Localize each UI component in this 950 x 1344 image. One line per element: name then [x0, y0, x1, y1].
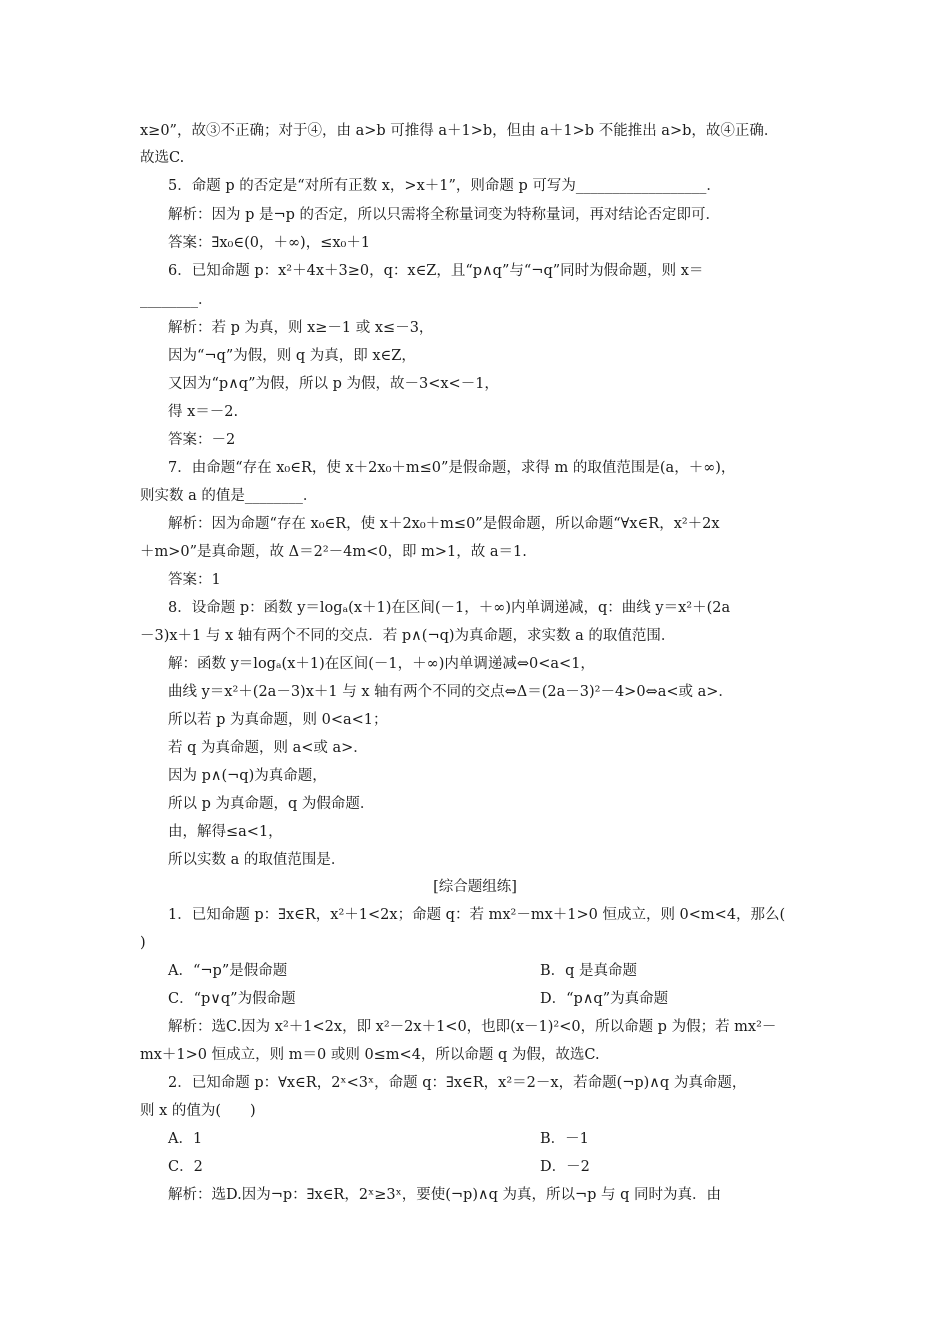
question-8: 8．设命题 p：函数 y＝logₐ(x＋1)在区间(－1，＋∞)内单调递减，q：曲线 y＝x²＋(2a — [168, 600, 731, 616]
text-line: －3)x＋1 与 x 轴有两个不同的交点．若 p∧(¬q)为真命题，求实数 a 的取值范围． — [140, 628, 676, 644]
text-line: 解：函数 y＝logₐ(x＋1)在区间(－1，＋∞)内单调递减⇔0<a<1， — [168, 656, 595, 672]
question-6: 6．已知命题 p：x²＋4x＋3≥0，q：x∈Z，且“p∧q”与“¬q”同时为假命题，则 x＝ — [168, 263, 704, 279]
option-a: A．1 — [168, 1131, 203, 1147]
text-line: ＋m>0”是真命题，故 Δ＝2²－4m<0，即 m>1，故 a＝1. — [140, 544, 527, 560]
text-line: 所以若 p 为真命题，则 0<a<1； — [168, 712, 388, 728]
option-b: B．q 是真命题 — [540, 963, 638, 979]
text-line: 所以实数 a 的取值范围是． — [168, 852, 346, 868]
text-line: 因为 p∧(¬q)为真命题， — [168, 768, 327, 784]
option-a: A．“¬p”是假命题 — [168, 963, 288, 979]
text-line: 解析：若 p 为真，则 x≥－1 或 x≤－3， — [168, 320, 434, 336]
text-line: 解析：选D.因为¬p：∃x∈R，2ˣ≥3ˣ，要使(¬p)∧q 为真，所以¬p 与 q 同时为真．由 — [168, 1187, 722, 1203]
text-line: 则实数 a 的值是________． — [140, 488, 318, 504]
text-line: ) — [140, 935, 146, 951]
text-line: ________． — [140, 292, 213, 308]
text-line: 又因为“p∧q”为假，所以 p 为假，故－3<x<－1， — [168, 376, 499, 392]
text-line: 解析：因为命题“存在 x₀∈R，使 x＋2x₀＋m≤0”是假命题，所以命题“∀x∈R，x²＋2x — [168, 516, 720, 532]
option-c: C．2 — [168, 1159, 203, 1175]
answer-line: 答案：∃x₀∈(0，＋∞)，≤x₀＋1 — [168, 235, 371, 251]
section-heading: [综合题组练] — [433, 879, 517, 895]
text-line: mx＋1>0 恒成立，则 m＝0 或则 0≤m<4，所以命题 q 为假，故选C. — [140, 1047, 600, 1063]
option-b: B．－1 — [540, 1131, 589, 1147]
text-line: 则 x 的值为( ) — [140, 1103, 256, 1119]
text-line: 若 q 为真命题，则 a<或 a>． — [168, 740, 368, 756]
text-line: 因为“¬q”为假，则 q 为真，即 x∈Z， — [168, 348, 416, 364]
comprehensive-question-2: 2．已知命题 p：∀x∈R，2ˣ<3ˣ，命题 q：∃x∈R，x²＝2－x，若命题(¬p)∧q 为真命题， — [168, 1075, 747, 1091]
text-line: 解析：因为 p 是¬p 的否定，所以只需将全称量词变为特称量词，再对结论否定即可． — [168, 207, 721, 223]
question-5: 5．命题 p 的否定是“对所有正数 x，>x＋1”，则命题 p 可写为__________________． — [168, 178, 721, 194]
option-c: C．“p∨q”为假命题 — [168, 991, 296, 1007]
text-line: 由，解得≤a<1， — [168, 824, 283, 840]
option-d: D．－2 — [540, 1159, 590, 1175]
text-line: x≥0”，故③不正确；对于④，由 a>b 可推得 a＋1>b，但由 a＋1>b 不能推出 a>b，故④正确． — [140, 123, 779, 139]
option-d: D．“p∧q”为真命题 — [540, 991, 669, 1007]
text-line: 解析：选C.因为 x²＋1<2x，即 x²－2x＋1<0，也即(x－1)²<0，所以命题 p 为假；若 mx²－ — [168, 1019, 777, 1035]
answer-line: 答案：－2 — [168, 432, 236, 448]
answer-line: 答案：1 — [168, 572, 221, 588]
text-line: 所以 p 为真命题，q 为假命题． — [168, 796, 375, 812]
question-7: 7．由命题“存在 x₀∈R，使 x＋2x₀＋m≤0”是假命题，求得 m 的取值范围是(a，＋∞)， — [168, 460, 736, 476]
text-line: 曲线 y＝x²＋(2a－3)x＋1 与 x 轴有两个不同的交点⇔Δ＝(2a－3)²－4>0⇔a<或 a>． — [168, 684, 733, 700]
comprehensive-question-1: 1．已知命题 p：∃x∈R，x²＋1<2x；命题 q：若 mx²－mx＋1>0 恒成立，则 0<m<4，那么( — [168, 907, 786, 923]
text-line: 故选C. — [140, 150, 185, 166]
text-line: 得 x＝－2. — [168, 404, 239, 420]
